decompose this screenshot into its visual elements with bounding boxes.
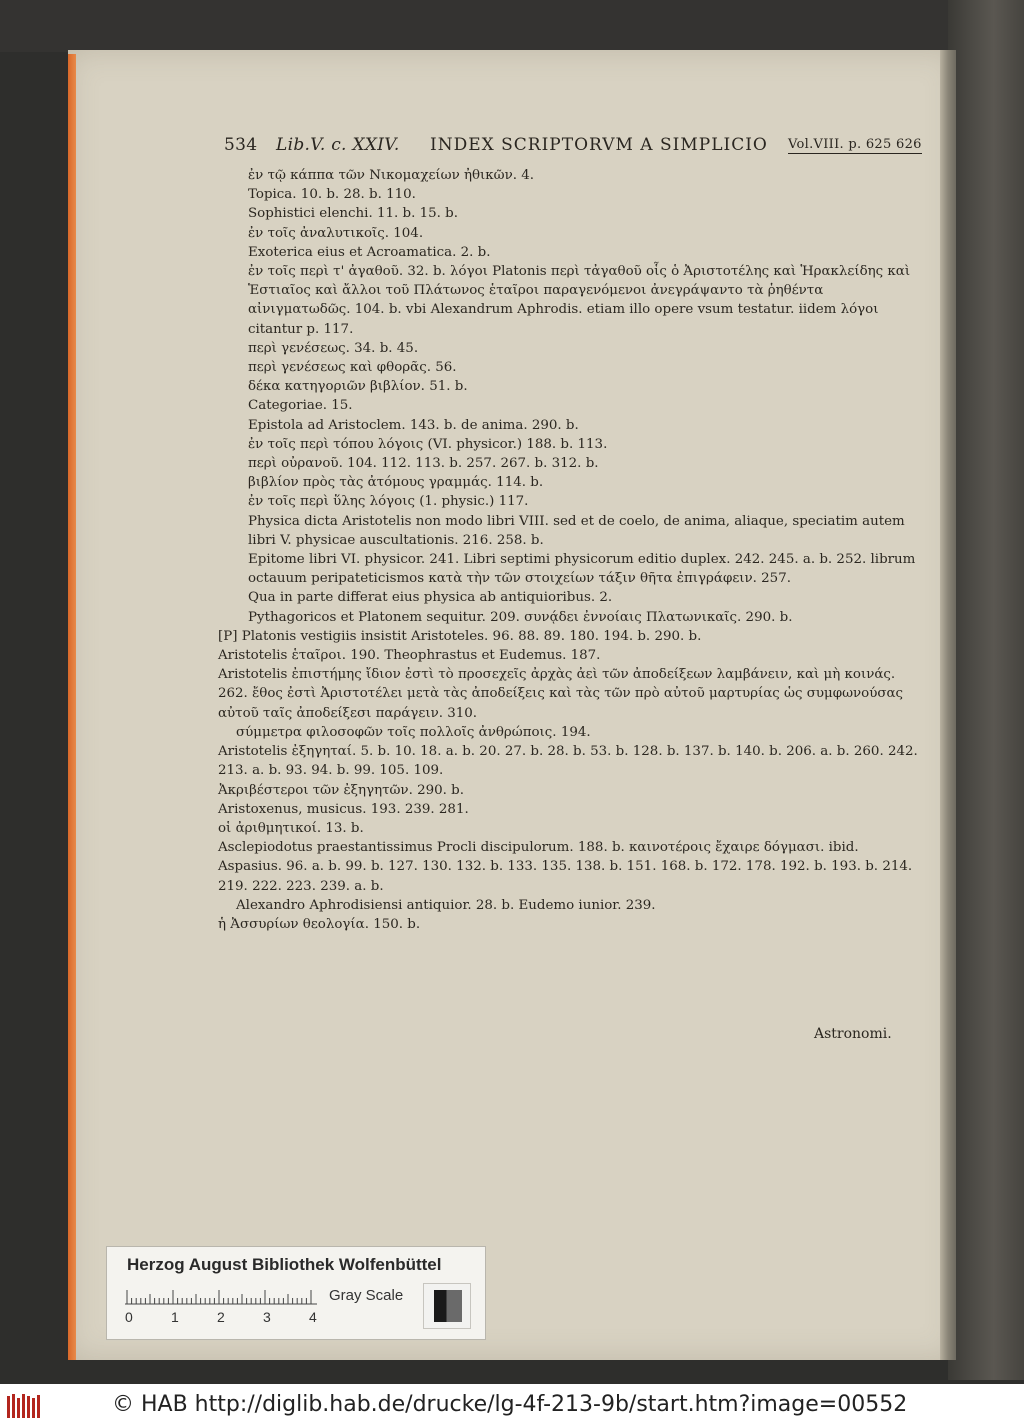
volume-reference: Vol.VIII. p. 625 626 <box>788 137 922 152</box>
index-entry: ἐν τοῖς περὶ ὕλης λόγοις (1. physic.) 117. <box>248 494 529 510</box>
ruler-number: 4 <box>309 1309 317 1325</box>
index-entries <box>218 166 928 934</box>
index-entry: Exoterica eius et Acroamatica. 2. b. <box>248 244 491 260</box>
ruler-number: 2 <box>217 1309 225 1325</box>
index-entry: οἱ ἀριθμητικοί. 13. b. <box>218 820 364 836</box>
ruler-numbers <box>125 1309 335 1329</box>
page-edge-stain <box>68 54 76 1360</box>
gray-scale-label: Gray Scale <box>329 1287 404 1304</box>
ruler-scale-icon <box>125 1283 317 1305</box>
ruler-number: 3 <box>263 1309 271 1325</box>
index-entry: Alexandro Aphrodisiensi antiquior. 28. b. Eudemo iunior. 239. <box>236 897 656 913</box>
index-entry: Qua in parte differat eius physica ab antiquioribus. 2. <box>248 590 613 606</box>
index-entry: Epistola ad Aristoclem. 143. b. de anima. 290. b. <box>248 417 579 433</box>
index-entry: δέκα κατηγοριῶν βιβλίον. 51. b. <box>248 379 468 395</box>
hab-logo-icon <box>6 1392 42 1420</box>
index-entry: ἐν τοῖς ἀναλυτικοῖς. 104. <box>248 225 424 241</box>
running-title: INDEX SCRIPTORVM A SIMPLICIO <box>430 135 768 155</box>
index-entry: Asclepiodotus praestantissimus Procli discipulorum. 188. b. καινοτέροις ἔχαιρε δόγμασι. ibid. <box>218 840 859 856</box>
running-header <box>224 133 924 159</box>
index-entry: Aristotelis ἐπιστήμης ἴδιον ἐστὶ τὸ προσεχεῖς ἀρχὰς ἀεὶ τῶν ἀποδείξεων λαμβάνειν, καὶ μὴ κοινάς. 262. ἔθος ἐστὶ Ἀριστοτέλει μετὰ τὰς ἀποδείξεις καὶ τὰς τῶν πρὸ αὐτοῦ μαρτυρίας ὡς συμφωνούσας αὐτοῦ ταῖς ἀποδείξεσι παράγειν. 310. <box>218 667 904 721</box>
index-entry: Pythagoricos et Platonem sequitur. 209. συνᾴδει ἐννοίαις Πλατωνικαῖς. 290. b. <box>248 609 793 625</box>
index-entry: Ἀκριβέστεροι τῶν ἐξηγητῶν. 290. b. <box>218 782 464 798</box>
index-entry: Aspasius. 96. a. b. 99. b. 127. 130. 132. b. 133. 135. 138. b. 151. 168. b. 172. 178. 192. b. 193. b. 214. 219. 222. 223. 239. a. b. <box>218 859 913 894</box>
index-entry: Aristotelis ἑταῖροι. 190. Theophrastus et Eudemus. 187. <box>218 648 601 664</box>
index-entry: Topica. 10. b. 28. b. 110. <box>248 187 416 203</box>
index-entry: ἡ Ἀσσυρίων θεολογία. 150. b. <box>218 916 421 932</box>
gray-swatch-fill <box>434 1290 462 1322</box>
catchword: Astronomi. <box>814 1026 892 1042</box>
index-entry: περὶ γενέσεως. 34. b. 45. <box>248 340 419 356</box>
index-entry: ἐν τῷ κάππα τῶν Νικομαχείων ἠθικῶν. 4. <box>248 168 535 183</box>
index-entry: ἐν τοῖς περὶ τόπου λόγοις (VI. physicor.) 188. b. 113. <box>248 436 608 452</box>
scan-backdrop-top <box>0 0 1024 52</box>
index-entry: σύμμετρα φιλοσοφῶν τοῖς πολλοῖς ἀνθρώποις. 194. <box>236 724 591 740</box>
index-entry: Physica dicta Aristotelis non modo libri VIII. sed et de coelo, de anima, aliaque, speciatim autem libri V. physicae auscultationis. 216. 258. b. <box>248 513 905 548</box>
ruler-number: 1 <box>171 1309 179 1325</box>
index-entry: Epitome libri VI. physicor. 241. Libri septimi physicorum editio duplex. 242. 245. a. b. 252. librum octauum peripateticismos κατὰ τὴν τῶν στοιχείων τάξιν θῆτα ἐπιγράφειν. 257. <box>248 552 916 587</box>
scan-backdrop-right <box>948 0 1024 1380</box>
index-entry: περὶ γενέσεως καὶ φθορᾶς. 56. <box>248 360 457 376</box>
ruler-number: 0 <box>125 1309 133 1325</box>
image-url-link[interactable]: © HAB http://diglib.hab.de/drucke/lg-4f-213-9b/start.htm?image=00552 <box>112 1392 908 1417</box>
index-entry: Aristotelis ἐξηγηταί. 5. b. 10. 18. a. b. 20. 27. b. 28. b. 53. b. 128. b. 137. b. 140. b. 206. a. b. 260. 242. 213. a. b. 93. 94. b. 99. 105. 109. <box>218 744 918 779</box>
book-reference: Lib.V. c. XXIV. <box>276 135 400 155</box>
library-name: Herzog August Bibliothek Wolfenbüttel <box>127 1255 442 1274</box>
page-number: 534 <box>224 135 258 155</box>
index-entry: Sophistici elenchi. 11. b. 15. b. <box>248 206 458 222</box>
gray-swatch <box>423 1283 471 1329</box>
index-entry: περὶ οὐρανοῦ. 104. 112. 113. b. 257. 267. b. 312. b. <box>248 456 599 472</box>
index-entry: ἐν τοῖς περὶ τ' ἀγαθοῦ. 32. b. λόγοι Platonis περὶ τἀγαθοῦ οἷς ὁ Ἀριστοτέλης καὶ Ἡρακλείδης καὶ Ἑστιαῖος καὶ ἄλλοι τοῦ Πλάτωνος ἑταῖροι παραγενόμενοι ἀνεγράψαντο τὰ ῥηθέντα αἰνιγματωδῶς. 104. b. vbi Alexandrum Aphrodis. etiam illo opere vsum testatur. iidem λόγοι citantur p. 117. <box>248 264 911 337</box>
index-entry: [P] Platonis vestigiis insistit Aristoteles. 96. 88. 89. 180. 194. b. 290. b. <box>218 628 702 644</box>
library-color-card <box>106 1246 486 1340</box>
index-entry: Aristoxenus, musicus. 193. 239. 281. <box>218 801 469 817</box>
viewer-footer <box>0 1384 1024 1428</box>
index-entry: Categoriae. 15. <box>248 398 353 414</box>
book-spine-shadow <box>940 50 956 1360</box>
index-entry: βιβλίον πρὸς τὰς ἀτόμους γραμμάς. 114. b. <box>248 475 544 491</box>
